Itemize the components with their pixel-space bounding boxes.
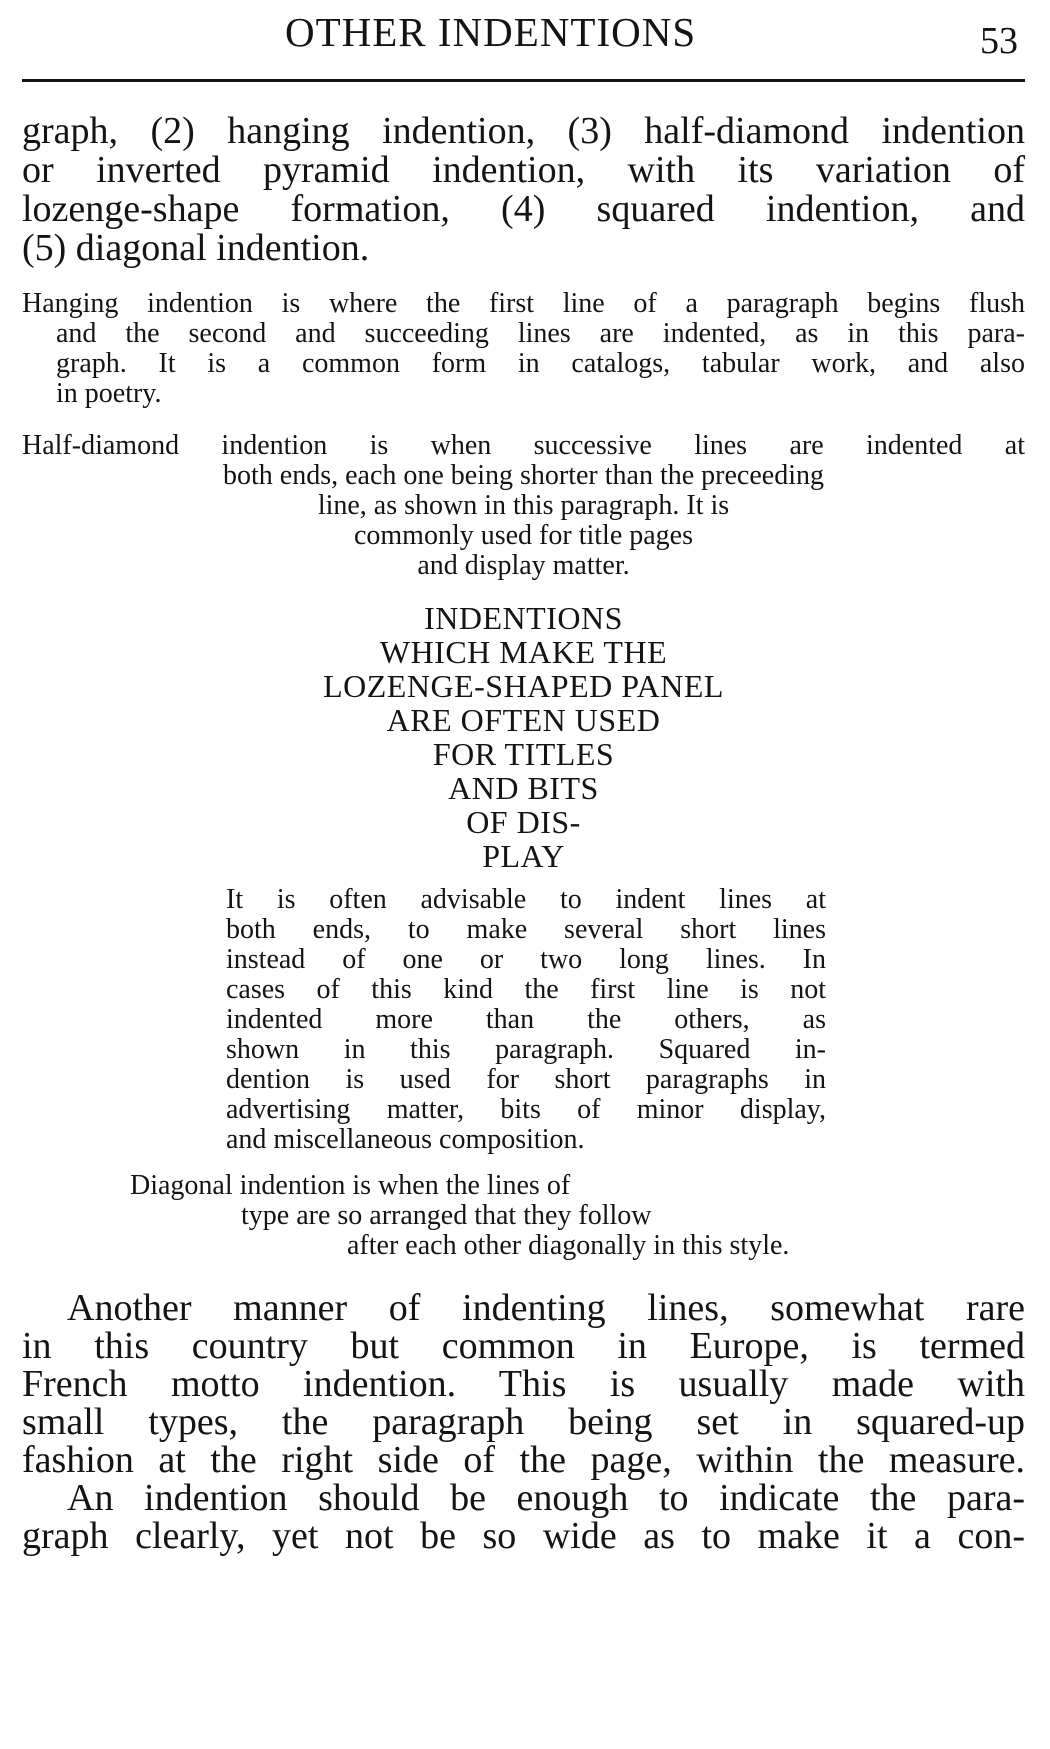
- text-line: INDENTIONS: [424, 600, 623, 636]
- text-line: AND BITS: [448, 770, 599, 806]
- text-line: dention is used for short paragraphs in: [226, 1064, 826, 1095]
- text-line: after each other diagonally in this style.: [347, 1230, 790, 1261]
- text-line: advertising matter, bits of minor display,: [226, 1094, 826, 1125]
- text-line: WHICH MAKE THE: [379, 634, 668, 670]
- text-line: indented more than the others, as: [226, 1004, 826, 1035]
- text-line: Hanging indention is where the first line of a paragraph begins flush: [22, 288, 1025, 319]
- text-line: commonly used for title pages: [353, 520, 694, 551]
- text-line: lozenge-shape formation, (4) squared indention, and: [22, 188, 1025, 230]
- header-rule: [22, 79, 1025, 82]
- text-line: French motto indention. This is usually made with: [22, 1363, 1025, 1405]
- text-line: Diagonal indention is when the lines of: [130, 1170, 571, 1201]
- text-line: shown in this paragraph. Squared in-: [226, 1034, 826, 1065]
- running-head: OTHER INDENTIONS: [285, 9, 697, 55]
- text-line: PLAY: [482, 838, 565, 874]
- text-line: or inverted pyramid indention, with its variation of: [22, 149, 1025, 191]
- page-number: 53: [980, 20, 1018, 62]
- text-line: in poetry.: [56, 378, 162, 409]
- text-line: cases of this kind the first line is not: [226, 974, 826, 1005]
- text-line: type are so arranged that they follow: [241, 1200, 652, 1231]
- text-line: An indention should be enough to indicate the para-: [67, 1477, 1025, 1519]
- text-line: and the second and succeeding lines are indented, as in this para-: [56, 318, 1025, 349]
- text-line: and display matter.: [417, 550, 630, 581]
- text-line: Another manner of indenting lines, somewhat rare: [67, 1287, 1025, 1329]
- text-line: instead of one or two long lines. In: [226, 944, 826, 975]
- text-line: It is often advisable to indent lines at: [226, 884, 826, 915]
- text-line: graph. It is a common form in catalogs, tabular work, and also: [56, 348, 1025, 379]
- text-line: Half-diamond indention is when successive lines are indented at: [22, 430, 1025, 461]
- text-line: and miscellaneous composition.: [226, 1124, 585, 1155]
- text-line: (5) diagonal indention.: [22, 227, 370, 269]
- text-line: graph clearly, yet not be so wide as to make it a con-: [22, 1515, 1025, 1557]
- text-line: line, as shown in this paragraph. It is: [317, 490, 730, 521]
- text-line: FOR TITLES: [432, 736, 615, 772]
- text-line: both ends, each one being shorter than the preceeding: [222, 460, 824, 491]
- text-line: fashion at the right side of the page, within the measure.: [22, 1439, 1025, 1481]
- text-line: LOZENGE-SHAPED PANEL: [323, 668, 724, 704]
- text-line: ARE OFTEN USED: [386, 702, 661, 738]
- text-line: OF DIS-: [466, 804, 581, 840]
- text-line: both ends, to make several short lines: [226, 914, 826, 945]
- text-line: graph, (2) hanging indention, (3) half-diamond indention: [22, 110, 1025, 152]
- text-line: in this country but common in Europe, is termed: [22, 1325, 1025, 1367]
- text-line: small types, the paragraph being set in squared-up: [22, 1401, 1025, 1443]
